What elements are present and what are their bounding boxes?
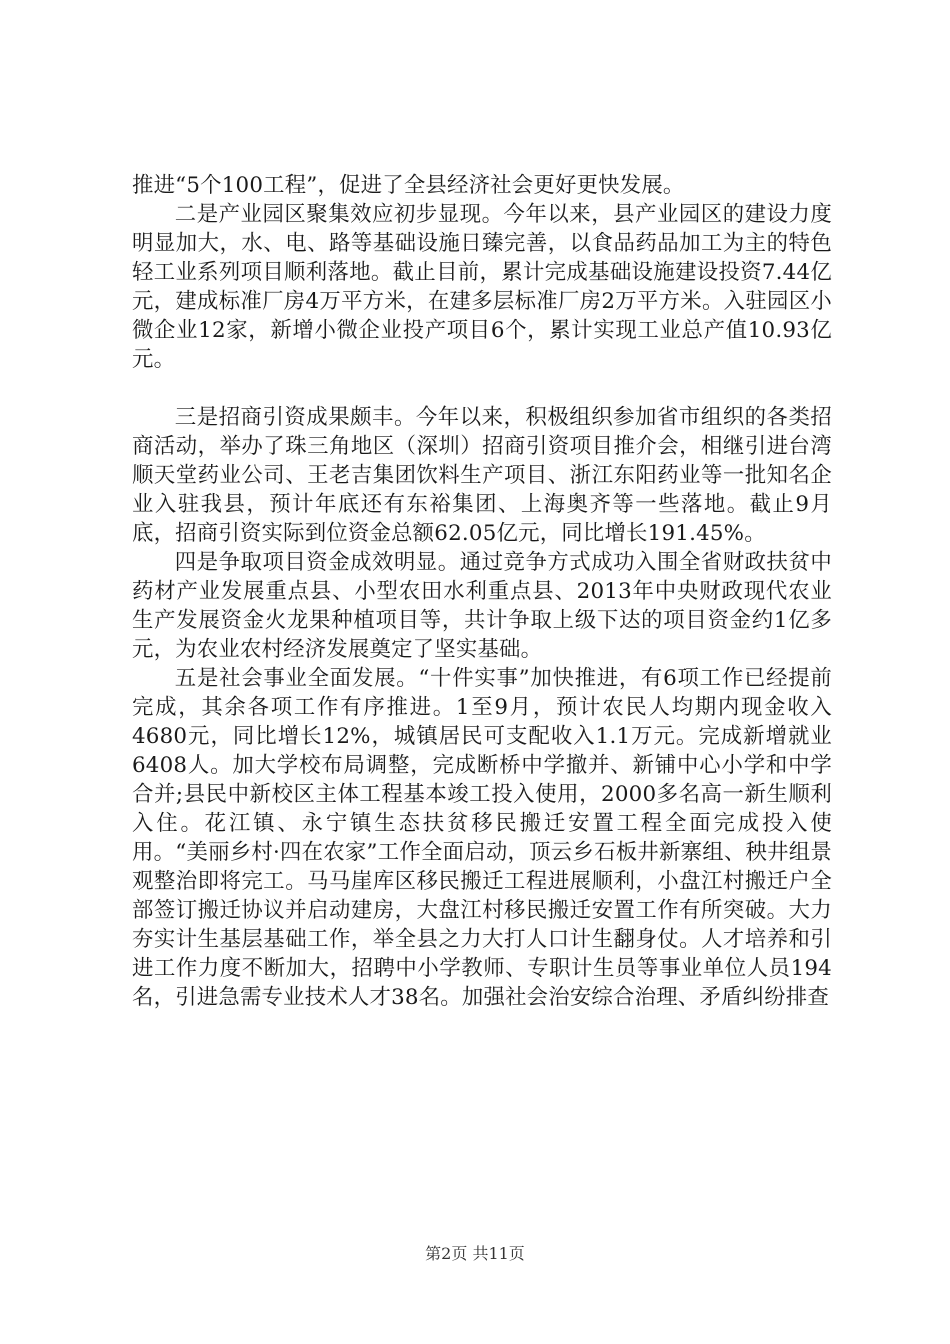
paragraph-industrial-park: 二是产业园区聚集效应初步显现。今年以来，县产业园区的建设力度明显加大，水、电、路等基础设施日臻完善，以食品药品加工为主的特色轻工业系列项目顺利落地。截止目前，累计完成基础设施建设投资7.44亿元，建成标准厂房4万平方米，在建多层标准厂房2万平方米。入驻园区小微企业12家，新增小微企业投产项目6个，累计实现工业总产值10.93亿元。 [132, 202, 832, 372]
paragraph-project-funding: 四是争取项目资金成效明显。通过竞争方式成功入围全省财政扶贫中药材产业发展重点县、小型农田水利重点县、2013年中央财政现代农业生产发展资金火龙果种植项目等，共计争取上级下达的项目资金约1亿多元，为农业农村经济发展奠定了坚实基础。 [132, 550, 832, 662]
paragraph-investment-attraction: 三是招商引资成果颇丰。今年以来，积极组织参加省市组织的各类招商活动，举办了珠三角地区（深圳）招商引资项目推介会，相继引进台湾顺天堂药业公司、王老吉集团饮料生产项目、浙江东阳药业等一批知名企业入驻我县，预计年底还有东裕集团、上海奥齐等一些落地。截止9月底，招商引资实际到位资金总额62.05亿元，同比增长191.45%。 [132, 405, 832, 546]
document-body [132, 171, 832, 1012]
paragraph-continuation: 推进“5个100工程”，促进了全县经济社会更好更快发展。 [132, 173, 685, 198]
paragraph-social-development: 五是社会事业全面发展。“十件实事”加快推进，有6项工作已经提前完成，其余各项工作有序推进。1至9月，预计农民人均期内现金收入4680元，同比增长12%，城镇居民可支配收入1.1万元。完成新增就业6408人。加大学校布局调整，完成断桥中学撤并、新铺中心小学和中学合并;县民中新校区主体工程基本竣工投入使用，2000多名高一新生顺利入住。花江镇、永宁镇生态扶贫移民搬迁安置工程全面完成投入使用。“美丽乡村·四在农家”工作全面启动，顶云乡石板井新寨组、秧井组景观整治即将完工。马马崖库区移民搬迁工程进展顺利，小盘江村搬迁户全部签订搬迁协议并启动建房，大盘江村移民搬迁安置工作有所突破。大力夯实计生基层基础工作，举全县之力大打人口计生翻身仗。人才培养和引进工作力度不断加大，招聘中小学教师、专职计生员等事业单位人员194名，引进急需专业技术人才38名。加强社会治安综合治理、矛盾纠纷排查 [132, 666, 832, 1010]
page-number-footer: 第2页 共11页 [425, 1244, 525, 1263]
